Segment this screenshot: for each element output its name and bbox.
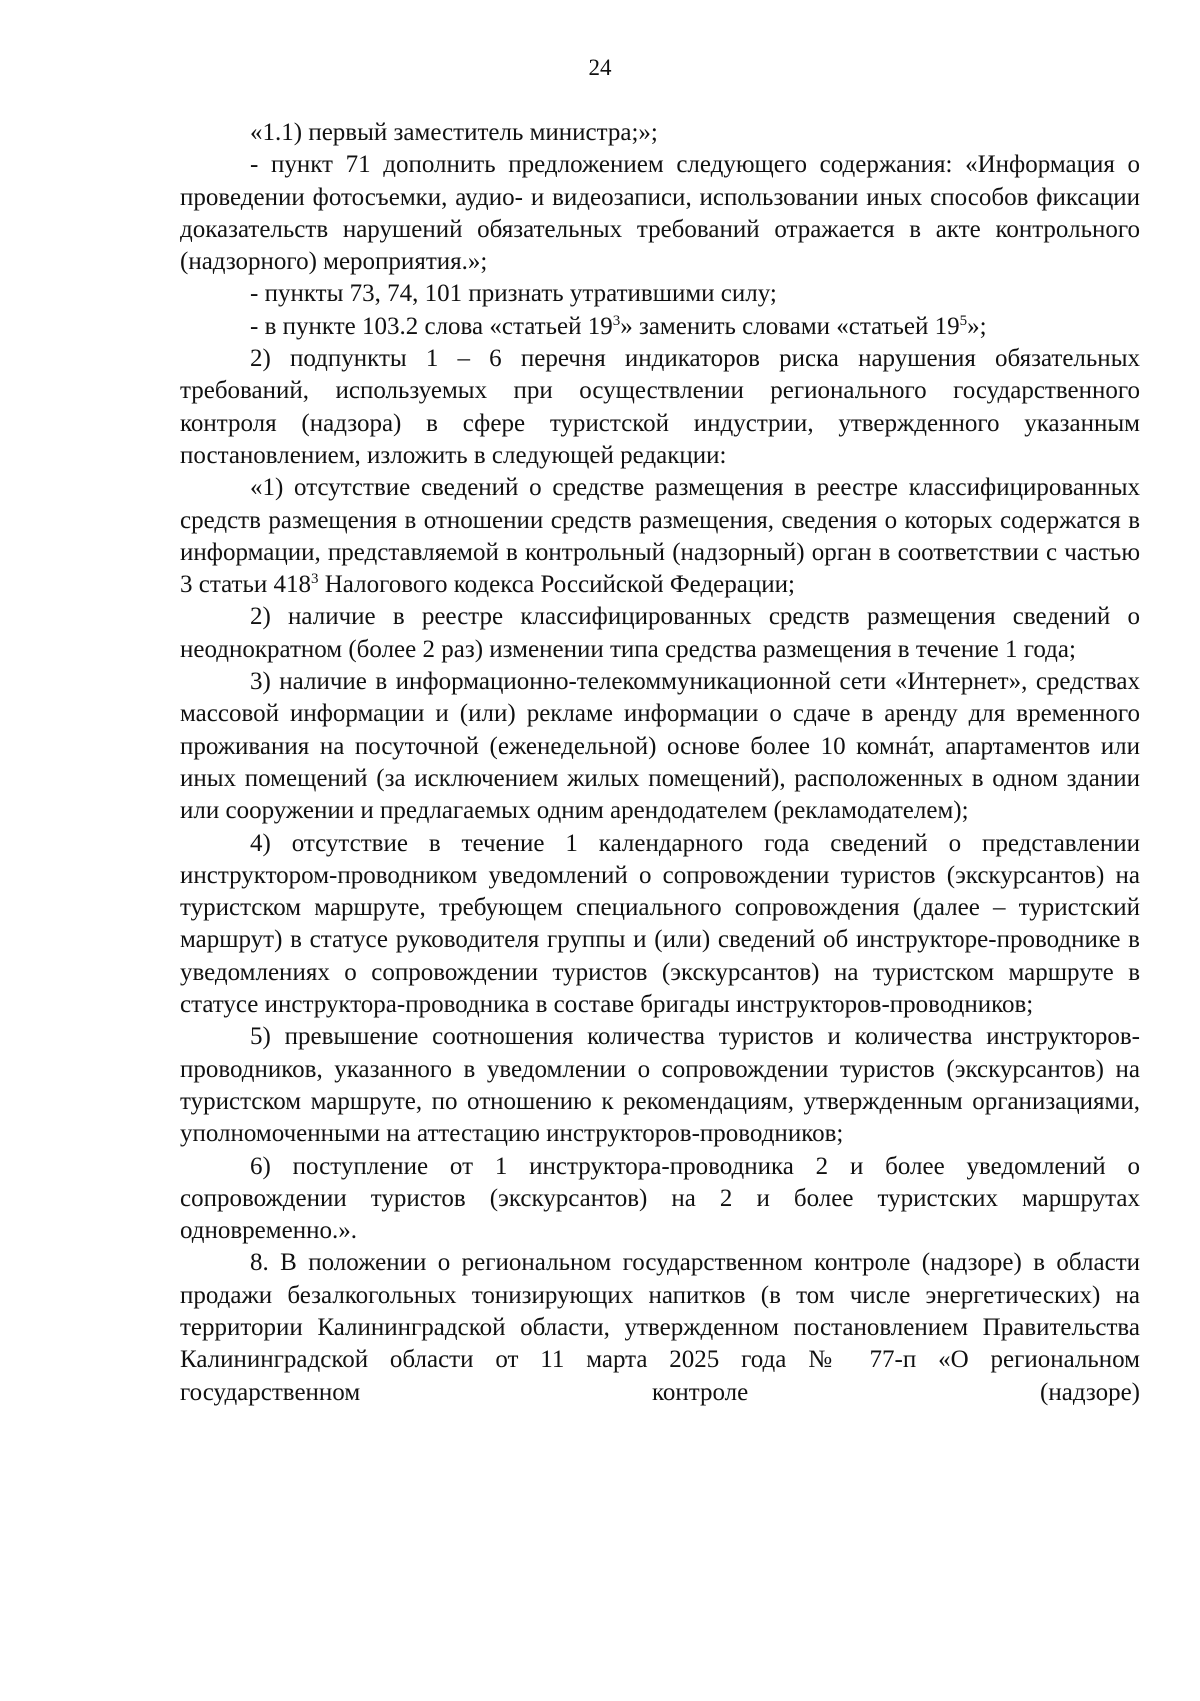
superscript: 3 [612, 312, 621, 329]
paragraph-item-8-regulation: 8. В положении о региональном государственном контроле (надзоре) в области продажи безалкогольных тонизирующих напитков (в том числе энергетических) на территории Калининградской области, утвержденном постановлением Правительства Калининградской области от 11 марта 2025 года № 77-п «О региональном государственном контроле (надзоре) [180, 1249, 1140, 1406]
superscript: 5 [959, 312, 968, 329]
paragraph-indicator-5: 5) превышение соотношения количества туристов и количества инструкторов-проводников, указанного в уведомлении о сопровождении туристов (экскурсантов) на туристском маршруте, по отношению к рекомендациям, утвержденным организациями, уполномоченными на аттестацию инструкторов-проводников; [180, 1023, 1140, 1148]
paragraph-items-repealed: - пункты 73, 74, 101 признать утратившими силу; [250, 280, 777, 308]
text-fragment: - в пункте 103.2 слова «статьей 19 [250, 312, 613, 340]
text-fragment: » заменить словами «статьей 19 [620, 312, 960, 340]
text-fragment: «1) отсутствие сведений о средстве размещения в реестре классифицированных средств размещения в отношении средств размещения, сведения о которых содержатся в информации, представляемой в контрольный (надзорный) орган в соответствии с частью 3 статьи 418 [180, 474, 1140, 599]
paragraph-indicator-1 [180, 472, 1140, 601]
paragraph-subitems-1-6-intro: 2) подпункты 1 – 6 перечня индикаторов риска нарушения обязательных требований, используемых при осуществлении регионального государственного контроля (надзора) в сфере туристской индустрии, утвержденного указанным постановлением, изложить в следующей редакции: [180, 345, 1140, 469]
superscript: 3 [310, 571, 319, 588]
page-number: 24 [588, 55, 612, 80]
text-fragment: Налогового кодекса Российской Федерации; [318, 571, 795, 599]
paragraph-indicator-2: 2) наличие в реестре классифицированных средств размещения сведений о неоднократном (более 2 раз) изменении типа средства размещения в течение 1 года; [180, 603, 1140, 663]
paragraph-indicator-3: 3) наличие в информационно-телекоммуникационной сети «Интернет», средствах массовой информации и (или) рекламе информации о сдаче в аренду для временного проживания на посуточной (еженедельной) основе более 10 комнáт, апартаментов или иных помещений (за исключением жилых помещений), расположенных в одном здании или сооружении и предлагаемых одним арендодателем (рекламодателем); [180, 668, 1140, 825]
paragraph-indicator-4: 4) отсутствие в течение 1 календарного года сведений о представлении инструктором-проводником уведомлений о сопровождении туристов (экскурсантов) на туристском маршруте, требующем специального сопровождения (далее – туристский маршрут) в статусе руководителя группы и (или) сведений об инструкторе-проводнике в уведомлениях о сопровождении туристов (экскурсантов) на туристском маршруте в статусе инструктора-проводника в составе бригады инструкторов-проводников; [180, 829, 1140, 1019]
paragraph-1-1-first-deputy: «1.1) первый заместитель министра;»; [250, 119, 658, 146]
paragraph-item-103-2 [180, 311, 1140, 343]
text-fragment: »; [967, 312, 987, 340]
paragraph-indicator-6: 6) поступление от 1 инструктора-проводника 2 и более уведомлений о сопровождении туристов (экскурсантов) на 2 и более туристских маршрутах одновременно.». [180, 1152, 1140, 1245]
document-body [180, 117, 1140, 1409]
paragraph-item-71-addition: - пункт 71 дополнить предложением следующего содержания: «Информация о проведении фотосъемки, аудио- и видеозаписи, использовании иных способов фиксации доказательств нарушений обязательных требований отражается в акте контрольного (надзорного) мероприятия.»; [180, 151, 1140, 276]
